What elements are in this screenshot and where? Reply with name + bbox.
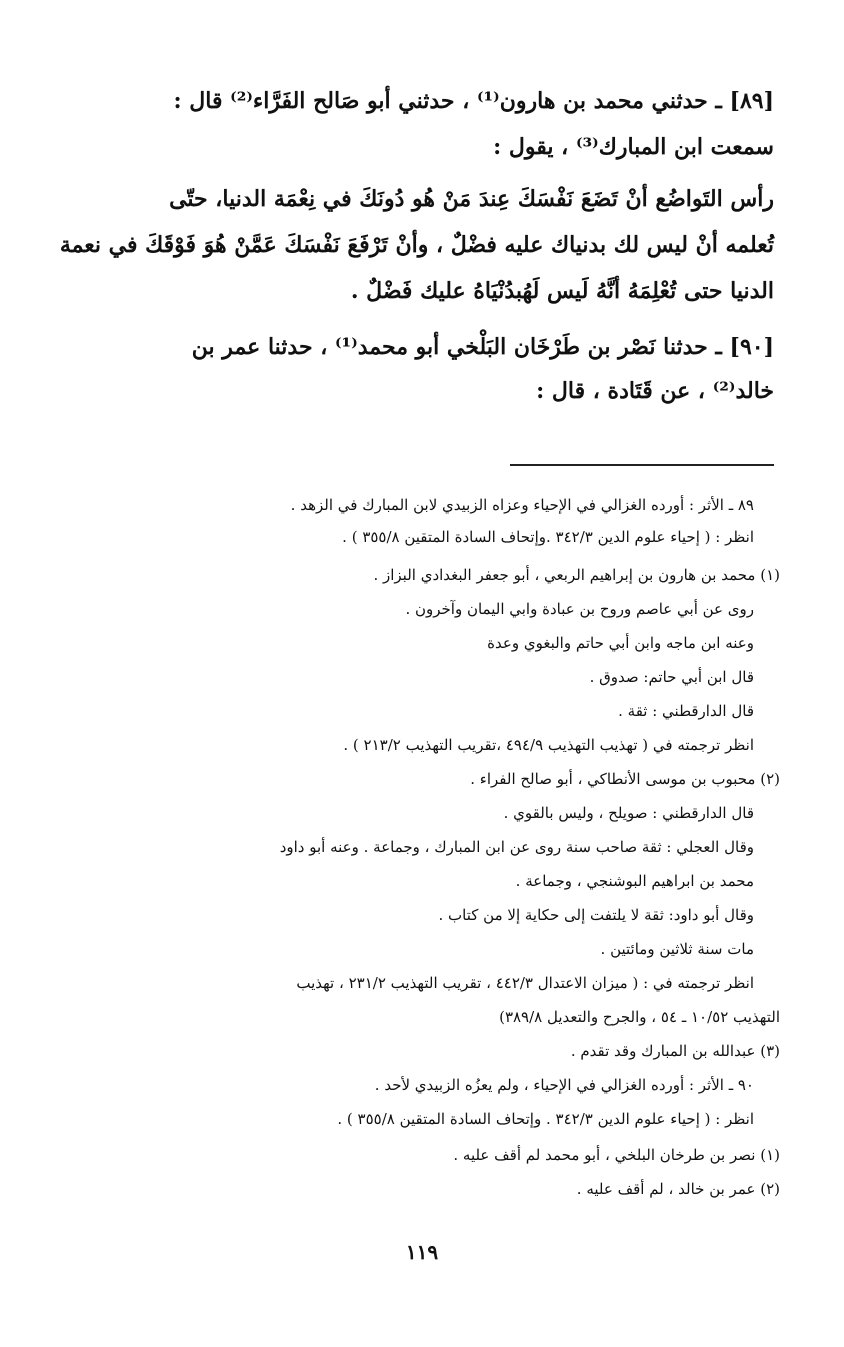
- main-line: [٨٩] ـ حدثني محمد بن هارون⁽¹⁾ ، حدثني أبو صَالح الفَرَّاء⁽²⁾ قال :: [173, 88, 774, 114]
- main-line: رأس التَواضُع أنْ تَضَعَ نَفْسَكَ عِندَ مَنْ هُو دُونَكَ في نِعْمَة الدنيا، حتّى: [169, 186, 774, 212]
- footnote-line: (٢) محبوب بن موسى الأنطاكي ، أبو صالح الفراء .: [470, 770, 780, 788]
- footnote-line: ٨٩ ـ الأثر : أورده الغزالي في الإحياء وعزاه الزبيدي لابن المبارك في الزهد .: [290, 496, 754, 514]
- footnote-line: وقال أبو داود: ثقة لا يلتفت إلى حكاية إلا من كتاب .: [438, 906, 754, 924]
- footnote-line: انظر ترجمته في ( تهذيب التهذيب ٤٩٤/٩ ،تقريب التهذيب ٢١٣/٢ ) .: [343, 736, 754, 754]
- main-line: الدنيا حتى تُعْلِمَهُ أنَّهُ لَيس لَهُبدُنْيَاهُ عليك فَضْلٌ .: [350, 278, 774, 304]
- footnote-line: قال الدارقطني : صويلح ، وليس بالقوي .: [503, 804, 754, 822]
- page-number: ١١٩: [405, 1240, 439, 1264]
- footnote-line: روى عن أبي عاصم وروح بن عبادة وابي اليمان وآخرون .: [405, 600, 754, 618]
- footnote-line: (١) محمد بن هارون بن إبراهيم الربعي ، أبو جعفر البغدادي البزاز .: [373, 566, 780, 584]
- main-line: تُعلمه أنْ ليس لك بدنياك عليه فضْلٌ ، وأنْ تَرْفَعَ نَفْسَكَ عَمَّنْ هُوَ فَوْقَكَ في نعمة: [59, 232, 774, 258]
- main-line: [٩٠] ـ حدثنا نَصْر بن طَرْخَان البَلْخي أبو محمد⁽¹⁾ ، حدثنا عمر بن: [191, 334, 774, 360]
- footnote-line: التهذيب ١٠/٥٢ ـ ٥٤ ، والجرح والتعديل ٣٨٩/٨): [499, 1008, 780, 1026]
- footnote-line: مات سنة ثلاثين ومائتين .: [600, 940, 754, 958]
- footnote-line: محمد بن ابراهيم البوشنجي ، وجماعة .: [515, 872, 754, 890]
- footnote-line: ٩٠ ـ الأثر : أورده الغزالي في الإحياء ، ولم يعزُه الزبيدي لأحد .: [374, 1076, 754, 1094]
- footnote-line: انظر : ( إحياء علوم الدين ٣٤٢/٣ .وإتحاف السادة المتقين ٣٥٥/٨ ) .: [342, 528, 754, 546]
- main-line: خالد⁽²⁾ ، عن قَتَادة ، قال :: [536, 378, 774, 404]
- footnote-line: قال الدارقطني : ثقة .: [618, 702, 754, 720]
- main-line: سمعت ابن المبارك⁽³⁾ ، يقول :: [493, 134, 774, 160]
- footnote-line: (٣) عبدالله بن المبارك وقد تقدم .: [570, 1042, 780, 1060]
- footnote-line: (١) نصر بن طرخان البلخي ، أبو محمد لم أقف عليه .: [453, 1146, 780, 1164]
- footnote-line: وقال العجلي : ثقة صاحب سنة روى عن ابن المبارك ، وجماعة . وعنه أبو داود: [279, 838, 754, 856]
- footnote-line: (٢) عمر بن خالد ، لم أقف عليه .: [576, 1180, 780, 1198]
- footnote-line: انظر ترجمته في : ( ميزان الاعتدال ٤٤٢/٣ ، تقريب التهذيب ٢٣١/٢ ، تهذيب: [296, 974, 754, 992]
- footnote-line: قال ابن أبي حاتم: صدوق .: [589, 668, 754, 686]
- footnote-line: وعنه ابن ماجه وابن أبي حاتم والبغوي وعدة: [487, 634, 754, 652]
- footnote-separator: [510, 464, 774, 466]
- footnote-line: انظر : ( إحياء علوم الدين ٣٤٢/٣ . وإتحاف السادة المتقين ٣٥٥/٨ ) .: [337, 1110, 754, 1128]
